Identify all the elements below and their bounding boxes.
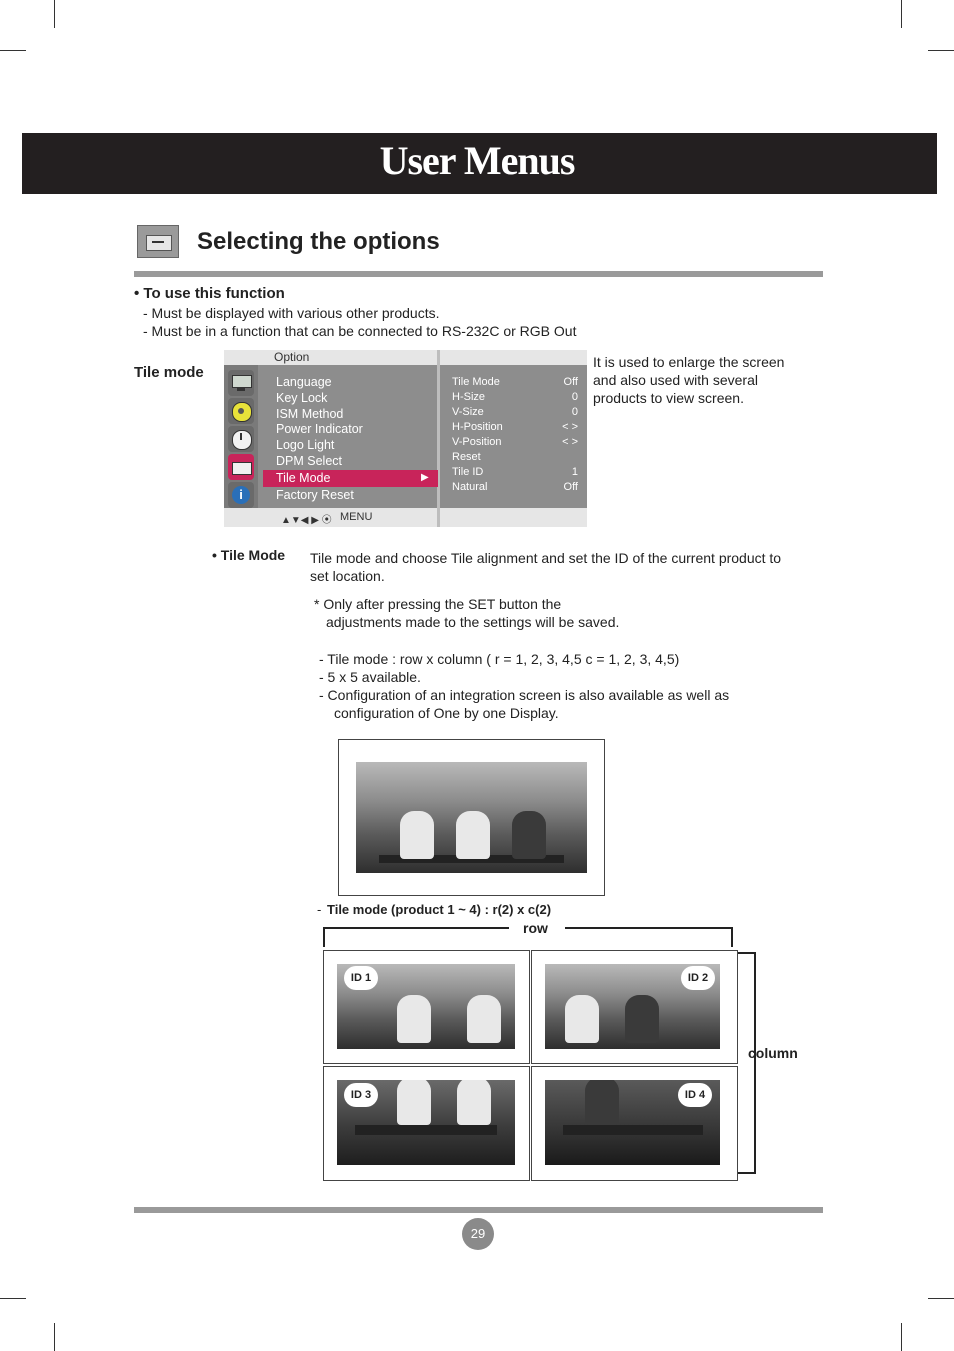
- tile-caption-prefix: -: [317, 902, 322, 917]
- osd-item-logo-light[interactable]: Logo Light: [276, 438, 335, 452]
- tile-caption: Tile mode (product 1 ~ 4) : r(2) x c(2): [327, 902, 552, 917]
- submenu-value: < >: [562, 436, 578, 448]
- page-title: User Menus: [379, 138, 575, 183]
- tile-id-badge: ID 4: [678, 1083, 712, 1107]
- section-rule: [134, 271, 823, 277]
- list-item: - 5 x 5 available.: [319, 669, 421, 685]
- crop-mark: [901, 0, 902, 28]
- crop-mark: [0, 1298, 26, 1299]
- row-bracket: [731, 927, 733, 947]
- tile-id-badge: ID 2: [681, 966, 715, 990]
- submenu-label[interactable]: H-Size: [452, 391, 486, 403]
- column-bracket: [738, 1172, 756, 1174]
- section-title: Selecting the options: [197, 228, 440, 255]
- submenu-label[interactable]: Natural: [452, 481, 488, 493]
- osd-title: Option: [274, 350, 310, 364]
- tile-mode-label: Tile mode: [134, 364, 204, 381]
- use-function-line-2: - Must be in a function that can be connected to RS-232C or RGB Out: [143, 323, 577, 339]
- tile-mode-description: It is used to enlarge the screen and also used with several products to view screen.: [593, 354, 785, 406]
- osd-item-language[interactable]: Language: [276, 375, 332, 389]
- monitor-icon[interactable]: [228, 370, 254, 396]
- submenu-value: 0: [571, 406, 578, 418]
- submenu-value: Off: [563, 481, 578, 493]
- tile-id-badge: ID 3: [344, 1083, 378, 1107]
- submenu-label[interactable]: V-Position: [452, 436, 502, 448]
- list-item: configuration of One by one Display.: [334, 705, 559, 721]
- sample-photo: [356, 762, 587, 873]
- osd-item-ism-method[interactable]: ISM Method: [276, 407, 344, 421]
- note-line-2: adjustments made to the settings will be saved.: [326, 614, 620, 630]
- submenu-label[interactable]: Tile ID: [452, 466, 484, 478]
- row-label: row: [523, 920, 548, 936]
- submenu-label[interactable]: Tile Mode: [452, 376, 500, 388]
- submenu-value: 0: [571, 391, 578, 403]
- osd-nav-hint: ▲▼◀ ▶ ⦿: [281, 515, 332, 526]
- tile-mode-intro: Tile mode and choose Tile alignment and set the ID of the current product to set location.: [310, 550, 782, 584]
- footer-rule: [134, 1207, 823, 1213]
- osd-item-key-lock[interactable]: Key Lock: [276, 391, 328, 405]
- list-item: - Configuration of an integration screen is also available as well as: [319, 687, 730, 703]
- submenu-label[interactable]: H-Position: [452, 421, 503, 433]
- tile-mode-bullet: • Tile Mode: [212, 547, 286, 563]
- submenu-label[interactable]: V-Size: [452, 406, 484, 418]
- info-icon[interactable]: i: [228, 482, 254, 508]
- use-function-heading: • To use this function: [134, 285, 285, 302]
- column-label: column: [748, 1045, 798, 1061]
- osd-item-tile-mode[interactable]: Tile Mode: [276, 471, 331, 485]
- crop-mark: [928, 1298, 954, 1299]
- crop-mark: [0, 50, 26, 51]
- crop-mark: [928, 50, 954, 51]
- toolbox-icon: [137, 225, 179, 258]
- crop-mark: [54, 0, 55, 28]
- osd-item-dpm-select[interactable]: DPM Select: [276, 454, 342, 468]
- tile-id-badge: ID 1: [344, 966, 378, 990]
- toolbox-icon[interactable]: [228, 454, 254, 480]
- column-bracket: [754, 952, 756, 1174]
- submenu-value: < >: [562, 421, 578, 433]
- submenu-value: 1: [571, 466, 578, 478]
- sun-icon[interactable]: [228, 398, 254, 424]
- chevron-right-icon: ▶: [421, 472, 429, 483]
- page-number: 29: [462, 1218, 494, 1250]
- submenu-label[interactable]: Reset: [452, 451, 481, 463]
- osd-menu-hint: MENU: [340, 511, 373, 523]
- row-bracket: [323, 927, 509, 929]
- submenu-value: Off: [563, 376, 578, 388]
- osd-item-factory-reset[interactable]: Factory Reset: [276, 488, 354, 502]
- crop-mark: [901, 1323, 902, 1351]
- use-function-line-1: - Must be displayed with various other products.: [143, 305, 440, 321]
- list-item: - Tile mode : row x column ( r = 1, 2, 3, 4,5 c = 1, 2, 3, 4,5): [319, 651, 680, 667]
- osd-item-power-indicator[interactable]: Power Indicator: [276, 422, 363, 436]
- note-line-1: * Only after pressing the SET button the: [314, 596, 562, 612]
- crop-mark: [54, 1323, 55, 1351]
- clock-icon[interactable]: [228, 426, 254, 452]
- row-bracket: [565, 927, 733, 929]
- row-bracket: [323, 927, 325, 947]
